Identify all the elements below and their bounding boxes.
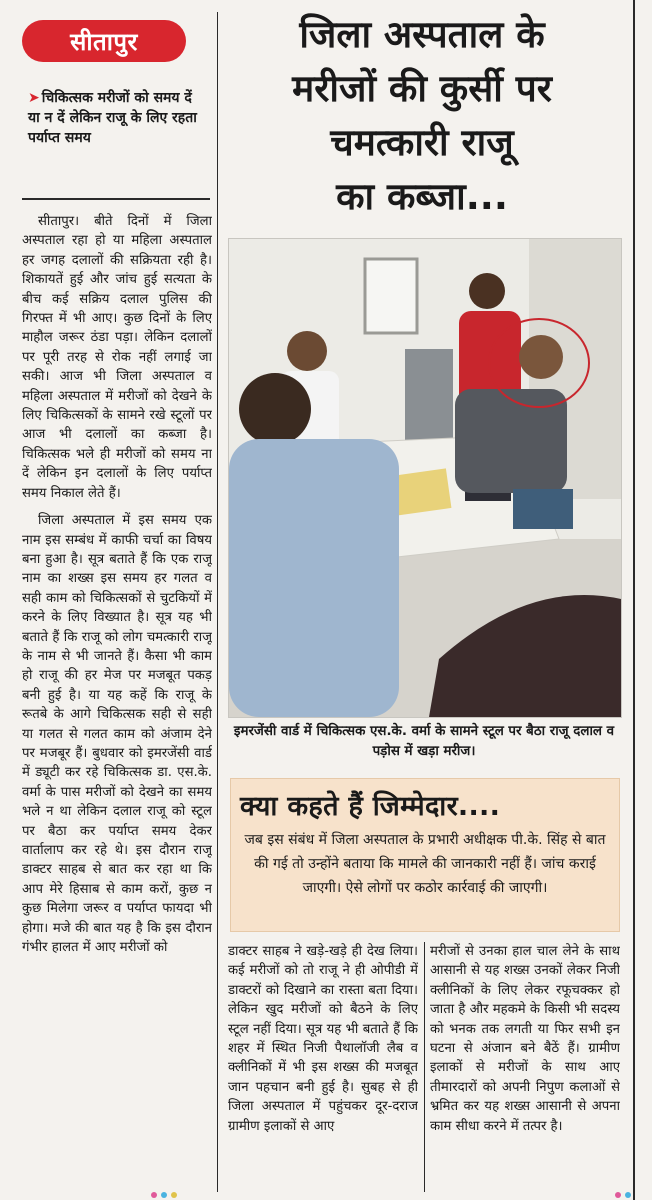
column-rule-left bbox=[217, 12, 218, 1192]
decorative-dots bbox=[150, 1192, 190, 1198]
decorative-dots-right bbox=[614, 1192, 652, 1198]
headline bbox=[236, 8, 608, 224]
headline-line-4: का कब्जा... bbox=[336, 175, 508, 218]
left-article-column bbox=[22, 212, 212, 1192]
column-rule-bottom-mid bbox=[424, 942, 425, 1192]
article-paragraph-1: सीतापुर। बीते दिनों में जिला अस्पताल रहा हो या महिला अस्पताल हर जगह दलालों की सक्रियता रही है। शिकायतें हुई और जांच हुई सत्यता के बीच कई सक्रिय दलाल पुलिस की गिरफ्त में भी आए। कुछ दिनों के लिए माहौल जरूर ठंडा पड़ा। लेकिन दलालों पर पूरी तरह से रोक नहीं लगाई जा सकी। आज भी जिला अस्पताल व महिला अस्पताल में मरीजों को देखने के लिए चिकित्सकों के सामने रखे स्टूलों पर आज भी दलालों का कब्जा है। चिकित्सक भले ही मरीजों को समय ना दें लेकिन इन दलालों के लिए पर्याप्त समय निकाल लेते हैं। bbox=[22, 214, 212, 501]
teaser-divider bbox=[22, 198, 210, 200]
teaser bbox=[28, 88, 206, 148]
triangle-arrow-icon: ➤ bbox=[28, 90, 40, 106]
photo-illustration bbox=[229, 239, 621, 717]
box-body: जब इस संबंध में जिला अस्पताल के प्रभारी अधीक्षक पी.के. सिंह से बात की गई तो उन्होंने बताया कि मामले की जानकारी नहीं हैं। जांच कराई जाएगी। ऐसे लोगों पर कठोर कार्रवाई की जाएगी। bbox=[244, 832, 606, 896]
teaser-text: चिकित्सक मरीजों को समय दें या न दें लेकिन राजू के लिए रहता पर्याप्त समय bbox=[28, 90, 197, 146]
right-paragraph: मरीजों से उनका हाल चाल लेने के साथ आसानी से यह शख्स उनकों लेकर निजी क्लीनिकों के लिए लेकर रफूचक्कर हो जाता है और महकमे के किसी भी सदस्य को भनक तक लगती या फिर सभी इन घटना से अंजान बने बैठें हैं। ग्रामीण इलाकों से मरीजों के साथ आए तीमारदारों को अपनी निपुण कलाओं से भ्रमित कर यह शख्स आसानी से अपना काम सीधा करने में तत्पर है। bbox=[430, 944, 620, 1134]
right-article-column bbox=[430, 942, 620, 1192]
headline-line-2: मरीजों की कुर्सी पर bbox=[292, 67, 552, 110]
middle-article-column bbox=[228, 942, 418, 1192]
photo-caption: इमरजेंसी वार्ड में चिकित्सक एस.के. वर्मा के सामने स्टूल पर बैठा राजू दलाल व पड़ोस में खड़ा मरीज। bbox=[233, 724, 615, 759]
news-photo bbox=[228, 238, 622, 718]
headline-line-3: चमत्कारी राजू bbox=[330, 121, 514, 164]
column-rule-right-edge bbox=[633, 0, 635, 1200]
middle-paragraph: डाक्टर साहब ने खड़े-खड़े ही देख लिया। कई मरीजों को तो राजू ने ही ओपीडी में डाक्टरों को दिखाने का रास्ता बता दिया। लेकिन खुद मरीजों को बैठने के लिए स्टूल नहीं दिया। सूत्र यह भी बताते हैं कि शहर में स्थित निजी पैथालॉजी लैब व क्लीनिकों में भी इस शख्स की मजबूत जान पहचान बनी हुई है। सुबह से ही जिला अस्पताल में पहुंचकर दूर-दराज ग्रामीण इलाकों से आए bbox=[228, 944, 418, 1134]
box-title: क्या कहते हैं जिम्मेदार.... bbox=[240, 791, 501, 822]
section-badge: सीतापुर bbox=[22, 20, 186, 62]
headline-line-1: जिला अस्पताल के bbox=[299, 13, 545, 56]
article-paragraph-2: जिला अस्पताल में इस समय एक नाम इस सम्बंध में काफी चर्चा का विषय बना हुआ है। सूत्र बताते हैं कि एक राजू नाम का शख्स इस समय हर गलत व सही काम को चिकित्सकों से चुटकियों में करने के लिए विख्यात है। सूत्र यह भी बताते हैं कि राजू को लोग चमत्कारी राजू के नाम से भी जानते हैं। कैसा भी काम हो राजू की हर मेज पर मजबूत पकड़ बनी हुई है। या यह कहें कि राजू के रूतबे के आगे चिकित्सक सही से सही या गलत से गलत काम को अंजाम देने पर मजबूर हैं। बुधवार को इमरजेंसी वार्ड में ड्यूटी कर रहे चिकित्सक डा. एस.के. वर्मा के पास मरीजों को देखने का समय भले न था लेकिन दलाल राजू को स्टूल पर बैठा कर पर्याप्त समय देकर वार्तालाप कर रहे थे। इस दौरान राजू डाक्टर साहब से बात कर रहा था कि आप मेरे हिसाब से काम करों, कुछ न कुछ मिलेगा जरूर व पर्याप्त फायदा भी होगा। मजे की बात यह है कि इस दौरान गंभीर हालत में आए मरीजों को bbox=[22, 513, 212, 956]
